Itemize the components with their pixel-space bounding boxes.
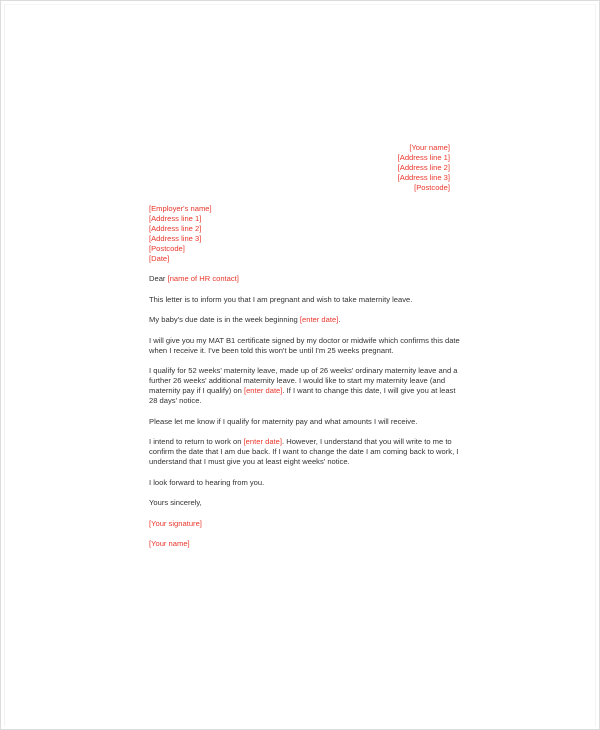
recipient-address-block	[149, 204, 212, 264]
signature	[149, 519, 454, 529]
hr-contact-placeholder: [name of HR contact]	[167, 274, 239, 283]
signoff-name-placeholder: [Your name]	[149, 539, 190, 548]
paragraph-line: 28 days' notice.	[149, 396, 202, 405]
page-edge-right	[595, 4, 596, 726]
salutation-prefix: Dear	[149, 274, 168, 283]
sender-address-line-3: [Address line 3]	[397, 173, 450, 182]
paragraph-line: I look forward to hearing from you.	[149, 477, 265, 487]
letter-body	[149, 274, 460, 560]
paragraph-line: when I receive it. I've been told this won't be until I'm 25 weeks pregnant.	[149, 345, 394, 355]
paragraph-leave-entitlement	[149, 366, 458, 406]
recipient-address-line-2: [Address line 2]	[149, 224, 202, 233]
letter-date: [Date]	[149, 254, 170, 263]
paragraph-line: I will give you my MAT B1 certificate signed by my doctor or midwife which confirms this date	[149, 335, 460, 345]
paragraph-text: I intend to return to work on	[149, 437, 244, 446]
recipient-postcode: [Postcode]	[149, 244, 185, 253]
paragraph-line: understand that I must give you at least eight weeks' notice.	[149, 457, 350, 466]
paragraph-text: . If I want to change this date, I will give you at least	[282, 386, 456, 395]
sender-postcode: [Postcode]	[414, 183, 450, 192]
page-edge-top	[4, 4, 596, 5]
salutation	[149, 274, 454, 284]
paragraph-line: This letter is to inform you that I am pregnant and wish to take maternity leave.	[149, 294, 413, 304]
paragraph-closing-remark	[149, 478, 454, 488]
paragraph-return-to-work	[149, 437, 459, 467]
page-edge-left	[4, 4, 5, 726]
recipient-address-line-1: [Address line 1]	[149, 214, 202, 223]
paragraph-line: Please let me know if I qualify for maternity pay and what amounts I will receive.	[149, 416, 418, 426]
valediction	[149, 498, 454, 508]
signoff-name	[149, 539, 454, 549]
paragraph-line: I qualify for 52 weeks' maternity leave, made up of 26 weeks' ordinary maternity leave and a	[149, 366, 458, 375]
paragraph-line	[149, 437, 454, 447]
paragraph-line: further 26 weeks' additional maternity leave. I would like to start my maternity leave (and	[149, 376, 446, 385]
signature-placeholder: [Your signature]	[149, 518, 202, 528]
sender-address-line-1: [Address line 1]	[397, 153, 450, 162]
due-date-placeholder: [enter date]	[299, 315, 339, 324]
paragraph-text: My baby's due date is in the week beginning	[149, 315, 300, 324]
valediction-text: Yours sincerely,	[149, 498, 202, 507]
paragraph-text: .	[338, 315, 341, 324]
paragraph-text: . However, I understand that you will write to me to	[281, 437, 452, 446]
paragraph-line	[149, 386, 454, 396]
paragraph-text: maternity pay if I qualify) on	[149, 386, 244, 395]
sender-address-block	[398, 143, 450, 193]
employer-name: [Employer's name]	[149, 204, 212, 213]
recipient-address-line-3: [Address line 3]	[149, 234, 202, 243]
paragraph-line: confirm the date that I am due back. If I want to change the date I am coming back to work, I	[149, 447, 459, 456]
return-date-placeholder: [enter date]	[243, 437, 282, 446]
sender-address-line-2: [Address line 2]	[397, 163, 450, 172]
paragraph-due-date	[149, 315, 454, 325]
paragraph-maternity-pay	[149, 417, 454, 427]
start-date-placeholder: [enter date]	[243, 386, 283, 395]
paragraph-intent	[149, 295, 454, 305]
paragraph-certificate	[149, 335, 460, 356]
sender-name: [Your name]	[409, 143, 450, 152]
